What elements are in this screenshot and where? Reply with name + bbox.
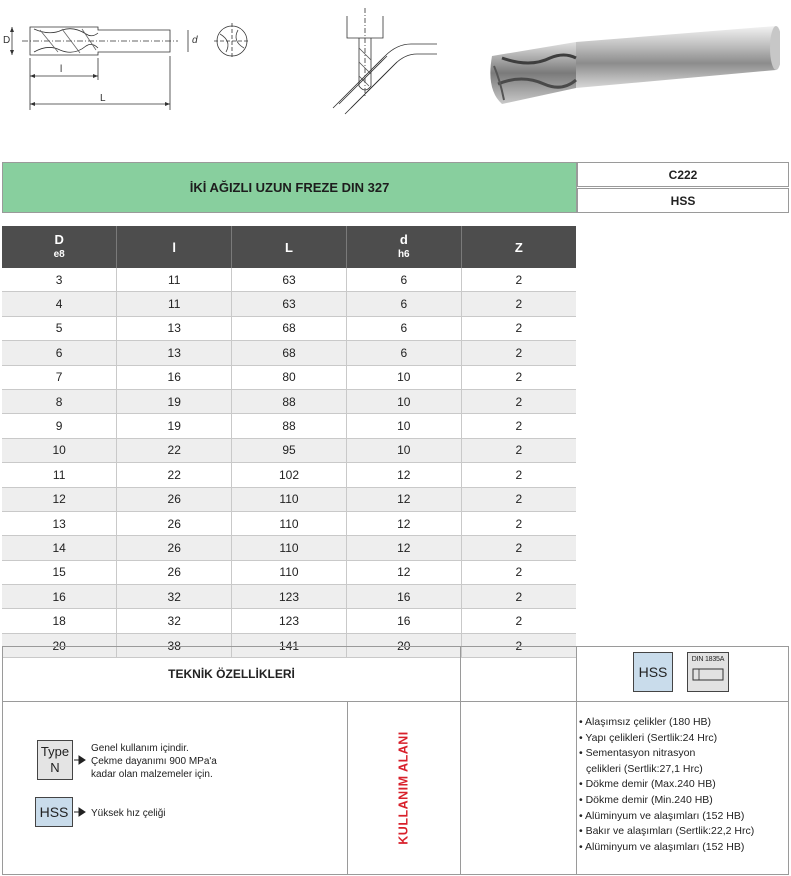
table-cell: 2 (461, 511, 576, 535)
col-header-l: l (117, 226, 232, 268)
type-n-description (91, 742, 217, 781)
type-desc-line-3: kadar olan malzemeler için. (91, 769, 213, 780)
table-cell: 11 (117, 268, 232, 292)
usage-area-label: KULLANIM ALANI (396, 731, 411, 845)
table-cell: 6 (346, 292, 461, 316)
table-cell: 2 (461, 389, 576, 413)
end-mill-photo (480, 18, 780, 116)
table-cell: 141 (232, 633, 347, 657)
table-cell: 11 (2, 463, 117, 487)
table-cell: 2 (461, 341, 576, 365)
type-n-badge (37, 740, 73, 780)
hss-legend-badge: HSS (35, 797, 73, 827)
table-cell: 123 (232, 609, 347, 633)
table-cell: 2 (461, 438, 576, 462)
dim-label-D: D (3, 35, 11, 46)
table-cell: 12 (346, 511, 461, 535)
table-cell: 110 (232, 487, 347, 511)
table-cell: 2 (461, 633, 576, 657)
legend-panel (2, 701, 348, 875)
table-cell: 13 (117, 341, 232, 365)
din-1835a-badge (687, 652, 729, 692)
usage-item: • Dökme demir (Max.240 HB) (579, 778, 716, 791)
table-cell: 63 (232, 292, 347, 316)
table-cell: 38 (117, 633, 232, 657)
col-header-L: L (232, 226, 347, 268)
usage-item: • Dökme demir (Min.240 HB) (579, 793, 713, 806)
dim-label-L: L (100, 93, 106, 104)
table-cell: 80 (232, 365, 347, 389)
table-cell: 88 (232, 414, 347, 438)
table-cell: 9 (2, 414, 117, 438)
usage-list (579, 715, 754, 855)
table-cell: 2 (461, 463, 576, 487)
table-cell: 110 (232, 536, 347, 560)
table-cell: 14 (2, 536, 117, 560)
dim-label-d: d (192, 35, 198, 46)
type-desc-line-1: Genel kullanım içindir. (91, 743, 189, 754)
table-cell: 110 (232, 560, 347, 584)
table-cell: 2 (461, 316, 576, 340)
table-cell: 12 (346, 487, 461, 511)
usage-item: çelikleri (Sertlik:27,1 Hrc) (586, 762, 703, 775)
table-cell: 12 (346, 560, 461, 584)
table-cell: 5 (2, 316, 117, 340)
table-cell: 22 (117, 463, 232, 487)
usage-item: • Alüminyum ve alaşımları (152 HB) (579, 809, 745, 822)
usage-item: • Bakır ve alaşımları (Sertlik:22,2 Hrc) (579, 825, 755, 838)
table-header-row (2, 226, 576, 268)
usage-item: • Yapı çelikleri (Sertlik:24 Hrc) (579, 731, 718, 744)
table-cell: 6 (346, 341, 461, 365)
table-row (2, 536, 576, 560)
table-cell: 32 (117, 585, 232, 609)
table-cell: 102 (232, 463, 347, 487)
table-cell: 13 (117, 316, 232, 340)
table-cell: 16 (117, 365, 232, 389)
table-cell: 10 (346, 438, 461, 462)
milling-slot-diagram (325, 8, 440, 118)
table-cell: 15 (2, 560, 117, 584)
table-cell: 10 (2, 438, 117, 462)
table-row (2, 438, 576, 462)
table-cell: 68 (232, 341, 347, 365)
table-cell: 6 (346, 316, 461, 340)
product-title: İKİ AĞIZLI UZUN FREZE DIN 327 (2, 162, 577, 213)
table-cell: 2 (461, 268, 576, 292)
arrow-right-icon (74, 755, 86, 765)
table-cell: 16 (346, 609, 461, 633)
table-cell: 123 (232, 585, 347, 609)
type-desc-line-2: Çekme dayanımı 900 MPa'a (91, 756, 217, 767)
col-header-Z: Z (461, 226, 576, 268)
table-cell: 10 (346, 389, 461, 413)
arrow-right-icon (74, 807, 86, 817)
hss-description: Yüksek hız çeliği (91, 808, 166, 819)
table-cell: 20 (2, 633, 117, 657)
table-cell: 2 (461, 365, 576, 389)
table-cell: 2 (461, 609, 576, 633)
table-cell: 11 (117, 292, 232, 316)
type-badge-label: Type (40, 744, 70, 759)
table-cell: 26 (117, 536, 232, 560)
col-header-D: D e8 (2, 226, 117, 268)
table-cell: 16 (346, 585, 461, 609)
table-cell: 32 (117, 609, 232, 633)
table-cell: 2 (461, 292, 576, 316)
table-cell: 20 (346, 633, 461, 657)
usage-item: • Alüminyum ve alaşımları (152 HB) (579, 840, 745, 853)
type-badge-value: N (50, 760, 60, 775)
table-row (2, 560, 576, 584)
table-cell: 12 (2, 487, 117, 511)
col-header-d: d h6 (346, 226, 461, 268)
table-row (2, 511, 576, 535)
din-badge-label: DIN 1835A (691, 656, 725, 663)
table-row (2, 585, 576, 609)
table-cell: 26 (117, 487, 232, 511)
table-cell: 68 (232, 316, 347, 340)
table-cell: 7 (2, 365, 117, 389)
table-cell: 26 (117, 511, 232, 535)
product-material: HSS (577, 188, 789, 213)
table-cell: 10 (346, 414, 461, 438)
table-cell: 2 (461, 414, 576, 438)
table-row (2, 389, 576, 413)
table-row (2, 365, 576, 389)
table-cell: 63 (232, 268, 347, 292)
table-row (2, 341, 576, 365)
table-row (2, 268, 576, 292)
table-cell: 13 (2, 511, 117, 535)
table-cell: 110 (232, 511, 347, 535)
tool-dimension-drawing (0, 0, 260, 120)
usage-item: • Alaşımsız çelikler (180 HB) (579, 716, 712, 728)
table-row (2, 463, 576, 487)
usage-area-label-wrap (347, 705, 460, 871)
table-cell: 26 (117, 560, 232, 584)
table-cell: 3 (2, 268, 117, 292)
table-row (2, 609, 576, 633)
table-cell: 22 (117, 438, 232, 462)
table-cell: 6 (2, 341, 117, 365)
table-row (2, 316, 576, 340)
usage-empty-panel (460, 701, 577, 875)
table-cell: 88 (232, 389, 347, 413)
table-cell: 12 (346, 463, 461, 487)
table-cell: 19 (117, 414, 232, 438)
table-cell: 2 (461, 560, 576, 584)
table-cell: 16 (2, 585, 117, 609)
table-row (2, 292, 576, 316)
product-code: C222 (577, 162, 789, 187)
table-cell: 2 (461, 487, 576, 511)
tech-badges (576, 646, 789, 702)
hss-badge: HSS (633, 652, 673, 692)
tech-spec-empty (460, 646, 577, 702)
table-cell: 6 (346, 268, 461, 292)
tech-specs-heading: TEKNİK ÖZELLİKLERİ (2, 646, 461, 702)
usage-item: • Sementasyon nitrasyon (579, 747, 696, 760)
table-cell: 19 (117, 389, 232, 413)
table-cell: 4 (2, 292, 117, 316)
dimension-table (2, 226, 576, 658)
table-row (2, 487, 576, 511)
dim-label-l: l (60, 64, 63, 75)
table-cell: 18 (2, 609, 117, 633)
shank-icon (689, 665, 727, 685)
table-cell: 2 (461, 585, 576, 609)
table-cell: 8 (2, 389, 117, 413)
table-cell: 12 (346, 536, 461, 560)
table-cell: 95 (232, 438, 347, 462)
table-cell: 2 (461, 536, 576, 560)
table-row (2, 414, 576, 438)
table-cell: 10 (346, 365, 461, 389)
